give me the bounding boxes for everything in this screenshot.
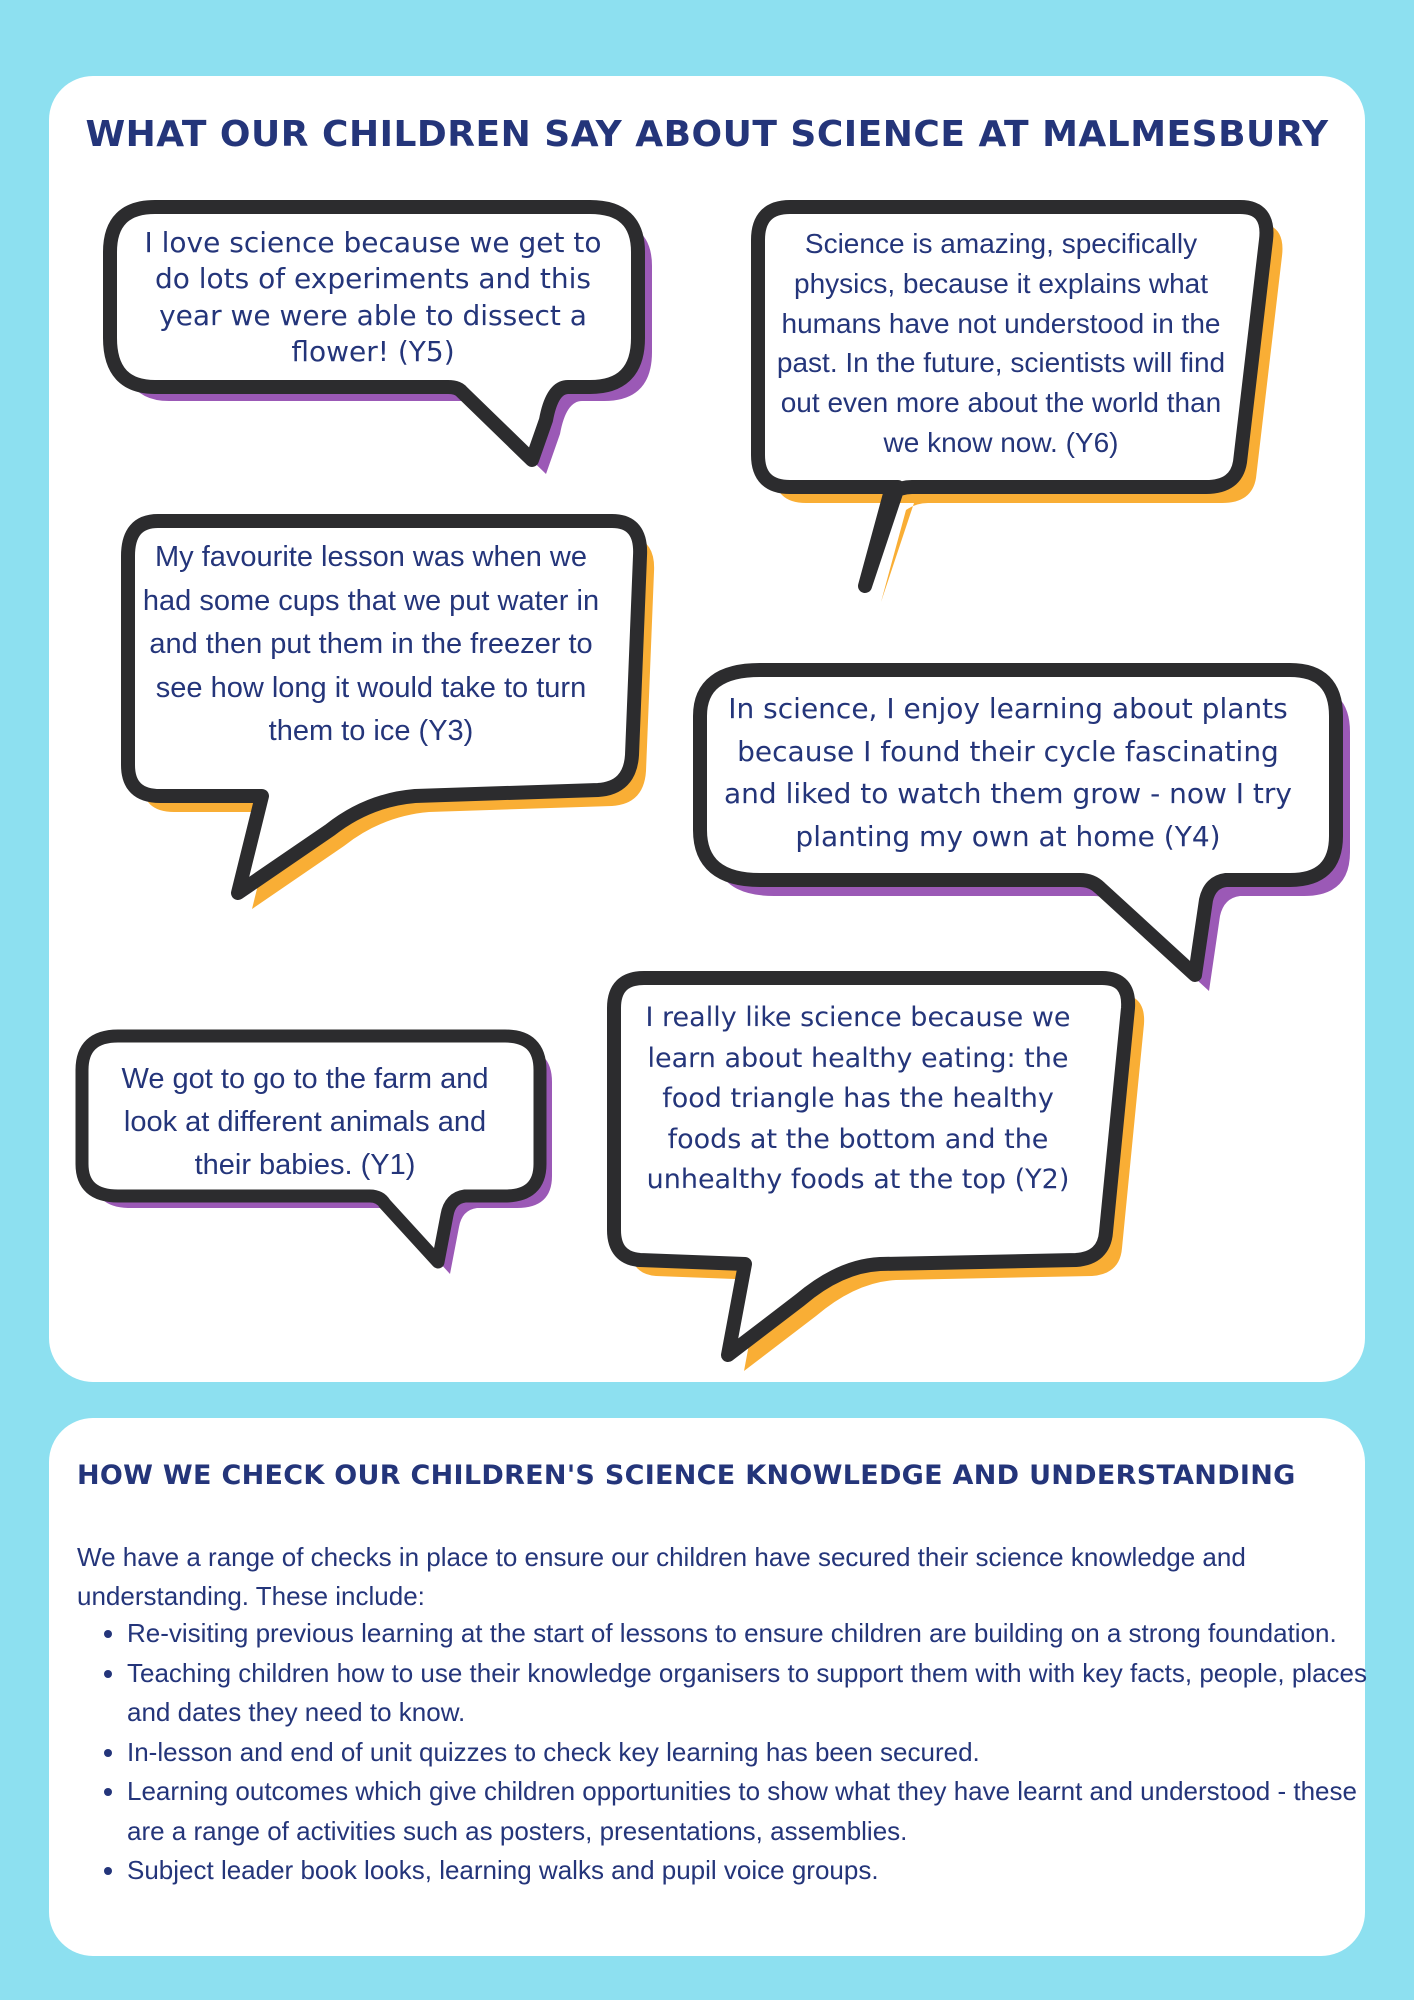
page-title: WHAT OUR CHILDREN SAY ABOUT SCIENCE AT MALMESBURY [85, 114, 1329, 155]
quote-y1: We got to go to the farm and look at different animals and their babies. (Y1) [121, 1063, 489, 1181]
list-item: • Subject leader book looks, learning walks and pupil voice groups. [127, 1851, 1387, 1891]
list-item: • In-lesson and end of unit quizzes to check key learning has been secured. [127, 1733, 1387, 1773]
checks-intro: We have a range of checks in place to ensure our children have secured their science knowledge and understanding. These include: [77, 1542, 1246, 1611]
quote-y2: I really like science because we learn about healthy eating: the food triangle has the healthy foods at the bottom and the unhealthy foods at the top (Y2) [645, 1002, 1071, 1195]
list-item: • Teaching children how to use their knowledge organisers to support them with with key facts, people, places and dates they need to know. [127, 1654, 1387, 1733]
quote-y4: In science, I enjoy learning about plants because I found their cycle fascinating and liked to watch them grow - now I try planting my own at home (Y4) [724, 692, 1292, 853]
section-title: HOW WE CHECK OUR CHILDREN'S SCIENCE KNOWLEDGE AND UNDERSTANDING [77, 1460, 1296, 1491]
quote-y5: I love science because we get to do lots of experiments and this year we were able to dissect a flower! (Y5) [144, 226, 602, 369]
list-item: • Learning outcomes which give children opportunities to show what they have learnt and understood - these are a range of activities such as posters, presentations, assemblies. [127, 1772, 1387, 1851]
quote-y3: My favourite lesson was when we had some cups that we put water in and then put them in the freezer to see how long it would take to turn them to ice (Y3) [142, 541, 600, 747]
quote-y6: Science is amazing, specifically physics, because it explains what humans have not understood in the past. In the future, scientists will find out even more about the world than we know now. (Y6) [776, 228, 1226, 458]
list-item: • Re-visiting previous learning at the start of lessons to ensure children are building on a strong foundation. [127, 1614, 1387, 1654]
